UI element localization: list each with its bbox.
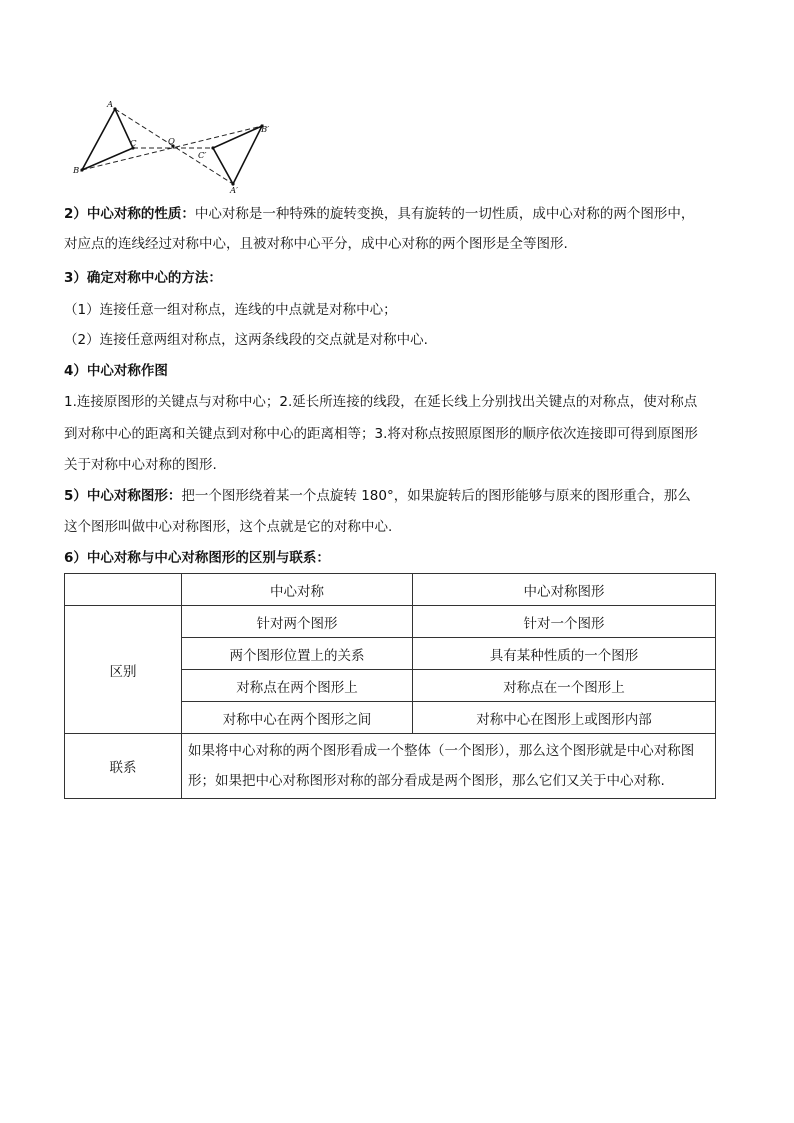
table-row: [65, 606, 716, 638]
table-row-link: [65, 734, 716, 799]
label-o: O: [168, 137, 175, 147]
section-3-item-1: （1）连接任意一组对称点，连线的中点就是对称中心；: [64, 302, 397, 318]
section-3-heading: 3）确定对称中心的方法：: [64, 270, 222, 286]
table-cell: 针对两个图形: [182, 606, 413, 638]
label-a-prime: A′: [230, 186, 239, 196]
comparison-table: [64, 573, 716, 799]
section-5-text-1: 把一个图形绕着某一个点旋转 180°，如果旋转后的图形能够与原来的图形重合，那么: [181, 488, 691, 504]
label-a: A: [107, 100, 114, 110]
triangle-abc-prime: [213, 126, 262, 184]
link-line-1: 如果将中心对称的两个图形看成一个整体（一个图形），那么这个图形就是中心对称图: [188, 743, 695, 759]
section-4-line-2: 到对称中心的距离和关键点到对称中心的距离相等；3.将对称点按照原图形的顺序依次连接即可得到原图形: [64, 426, 698, 442]
table-cell: 对称点在两个图形上: [182, 670, 413, 702]
table-cell: 对称点在一个图形上: [413, 670, 716, 702]
label-b-prime: B′: [261, 125, 270, 135]
section-5-heading: 5）中心对称图形：: [64, 488, 182, 504]
table-header-cell: 中心对称图形: [413, 574, 716, 606]
section-4-line-1: 1.连接原图形的关键点与对称中心；2.延长所连接的线段，在延长线上分别找出关键点的对称点，使对称点: [64, 394, 698, 410]
difference-label: 区别: [65, 606, 182, 734]
link-description: [182, 734, 716, 799]
section-5-line-1: [64, 481, 736, 511]
table-header-row: [65, 574, 716, 606]
section-2-line-1: [64, 199, 736, 229]
triangle-abc: [82, 109, 133, 170]
link-label: 联系: [65, 734, 182, 799]
table-cell: 两个图形位置上的关系: [182, 638, 413, 670]
section-2-heading: 2）中心对称的性质：: [64, 206, 195, 222]
link-line-2: 形；如果把中心对称图形对称的部分看成是两个图形，那么它们又关于中心对称.: [188, 773, 665, 789]
point-b: [80, 168, 83, 171]
label-b: B: [73, 166, 80, 176]
section-6-heading: 6）中心对称与中心对称图形的区别与联系：: [64, 550, 330, 566]
line-b-b-prime: [82, 126, 262, 170]
section-4-line-3: 关于对称中心对称的图形.: [64, 457, 217, 473]
table-header-cell: [65, 574, 182, 606]
label-c: C: [130, 139, 137, 149]
table-cell: 对称中心在两个图形之间: [182, 702, 413, 734]
section-2-line-2: 对应点的连线经过对称中心，且被对称中心平分，成中心对称的两个图形是全等图形.: [64, 236, 568, 252]
section-4-heading: 4）中心对称作图: [64, 363, 168, 379]
section-5-line-2: 这个图形叫做中心对称图形，这个点就是它的对称中心.: [64, 519, 393, 535]
section-3-item-2: （2）连接任意两组对称点，这两条线段的交点就是对称中心.: [64, 332, 428, 348]
section-2-text-1: 中心对称是一种特殊的旋转变换，具有旋转的一切性质，成中心对称的两个图形中，: [194, 206, 695, 222]
point-c-prime: [211, 146, 214, 149]
table-header-cell: 中心对称: [182, 574, 413, 606]
table-cell: 针对一个图形: [413, 606, 716, 638]
central-symmetry-figure: [70, 96, 280, 196]
table-cell: 对称中心在图形上或图形内部: [413, 702, 716, 734]
table-cell: 具有某种性质的一个图形: [413, 638, 716, 670]
label-c-prime: C′: [198, 151, 207, 161]
point-a: [113, 107, 116, 110]
triangle-diagram: [70, 96, 280, 196]
